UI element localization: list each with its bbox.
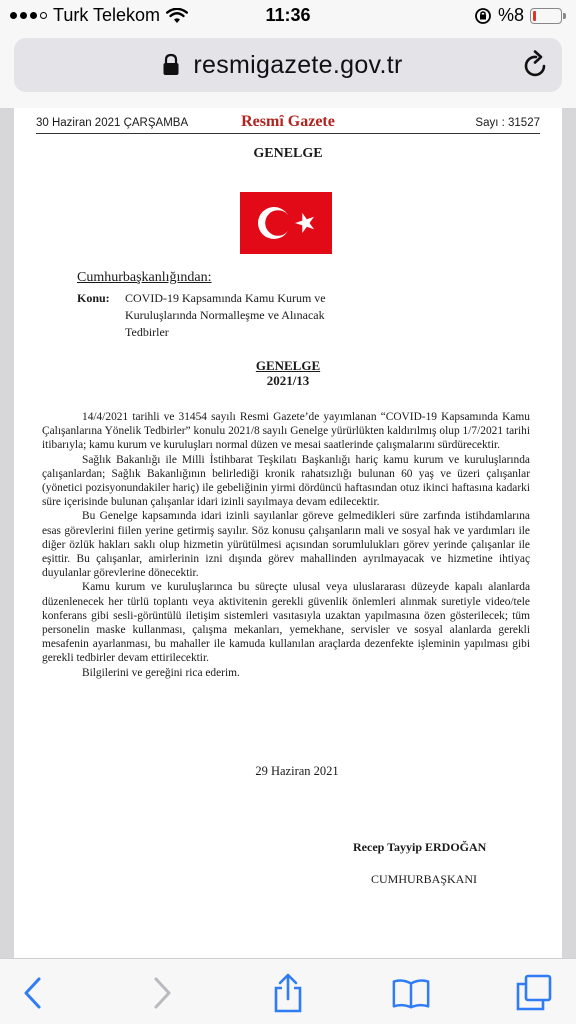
paragraph: Bilgilerini ve gereğini rica ederim.: [82, 666, 240, 679]
signer-title: CUMHURBAŞKANI: [371, 872, 478, 886]
paragraph: 14/4/2021 tarihli ve 31454 sayılı Resmi Gazete’de yayımlanan “COVID-19 Kapsamında Kamu Çalışanlarına Yönelik Tedbirler” konulu 2021/8 sayılı Genelge yürürlükten kaldırılmış olup 1/7/2021 tarihi itibarıyla; kamu kurum ve kuruluşları normal düzen ve mesai saatlerinde çalışmalarını sürdürecektir.: [42, 411, 530, 452]
signer-name: Recep Tayyip ERDOĞAN: [353, 840, 487, 854]
gazette-page: [14, 108, 562, 958]
forward-icon: [151, 976, 173, 1010]
circular-heading: [14, 358, 562, 388]
address-bar[interactable]: [14, 38, 562, 92]
browser-top-chrome: [0, 32, 576, 108]
subject-text: COVID-19 Kapsamında Kamu Kurum ve Kuruluşlarında Normalleşme ve Alınacak Tedbirler: [125, 291, 326, 339]
bookmarks-button[interactable]: [391, 973, 431, 1013]
paragraph: Kamu kurum ve kuruluşlarınca bu süreçte ulusal veya uluslararası düzeyde kapalı alanlarda düzenlenecek her türlü toplantı veya aktivitenin gerekli güvenlik önlemleri alınmak suretiyle video/tele konferans gibi sesli-görüntülü iletişim sistemleri vasıtasıyla uzaktan yapılmasına özen gösterilecek; tüm personelin maske kullanması, çalışma mekanları, yemekhane, servisler ve sosyal alanlarda gerekli mesafenin ayarlanması, bu mahaller ile kamuda kullanılan araçlarda dezenfekte işleminin yapılması gibi gerekli tedbirler devam ettirilecektir.: [42, 581, 530, 665]
circular-title: GENELGE: [255, 358, 321, 373]
url-text: resmigazete.gov.tr: [193, 51, 403, 79]
tabs-button[interactable]: [514, 973, 554, 1013]
share-button[interactable]: [268, 973, 308, 1013]
gazette-brand: Resmî Gazete: [241, 113, 335, 130]
back-icon: [22, 976, 44, 1010]
paragraph: Bu Genelge kapsamında idari izinli sayılanlar göreve gelmedikleri süre zarfında istihdamlarına esas görevlerini fiilen yerine getirmiş sayılır. Söz konusu çalışanların mali ve sosyal hak ve yardımları ile diğer özlük hakları saklı olup hizmetin yürütülmesi açısından sorumlulukları görev yerinde çalışanlar ile eşittir. Bu çalışanlar, amirlerinin izni dışında görev mahallinden ayrılmayacak ve hizmetine ihtiyaç duyulanlar görevlerine dönecektir.: [42, 510, 530, 580]
status-bar: [0, 0, 576, 32]
gazette-header: [36, 114, 540, 134]
tabs-icon: [515, 974, 553, 1012]
carrier-name: Turk Telekom: [53, 5, 161, 25]
status-right: [474, 5, 562, 26]
gazette-date: 30 Haziran 2021 ÇARŞAMBA: [36, 117, 189, 129]
circular-body: [42, 410, 530, 680]
document-heading: GENELGE: [253, 146, 323, 161]
bookmarks-icon: [391, 976, 431, 1010]
circular-number: 2021/13: [266, 373, 310, 388]
orientation-lock-icon: [474, 7, 492, 25]
gazette-issue-number: Sayı : 31527: [475, 117, 540, 129]
browser-toolbar: [0, 958, 576, 1024]
battery-percent: %8: [497, 5, 524, 25]
paragraph: Sağlık Bakanlığı ile Milli İstihbarat Teşkilatı Başkanlığı hariç kamu kurum ve kuruluşlarında çalışanlardan; Sağlık Bakanlığının belirlediği kronik rahatsızlığı bulunan 60 yaş ve üzeri çalışanlar (yönetici pozisyonundakiler hariç) ile gebeliğinin yirmi dördüncü haftasından otuz ikinci haftasına kadarki süre içerisinde bulunan çalışanlar idari izinli sayılmaya devam edilecektir.: [42, 453, 530, 509]
turkish-flag-icon: [240, 192, 332, 254]
forward-button[interactable]: [142, 973, 182, 1013]
back-button[interactable]: [13, 973, 53, 1013]
share-icon: [271, 973, 305, 1013]
web-content[interactable]: [0, 108, 576, 958]
reload-icon[interactable]: [522, 50, 550, 80]
signature-date: 29 Haziran 2021: [255, 764, 339, 778]
clock: 11:36: [265, 5, 311, 25]
subject-label: Konu:: [77, 291, 110, 305]
issuer-label: Cumhurbaşkanlığından:: [77, 270, 212, 285]
battery-icon: [530, 8, 562, 24]
